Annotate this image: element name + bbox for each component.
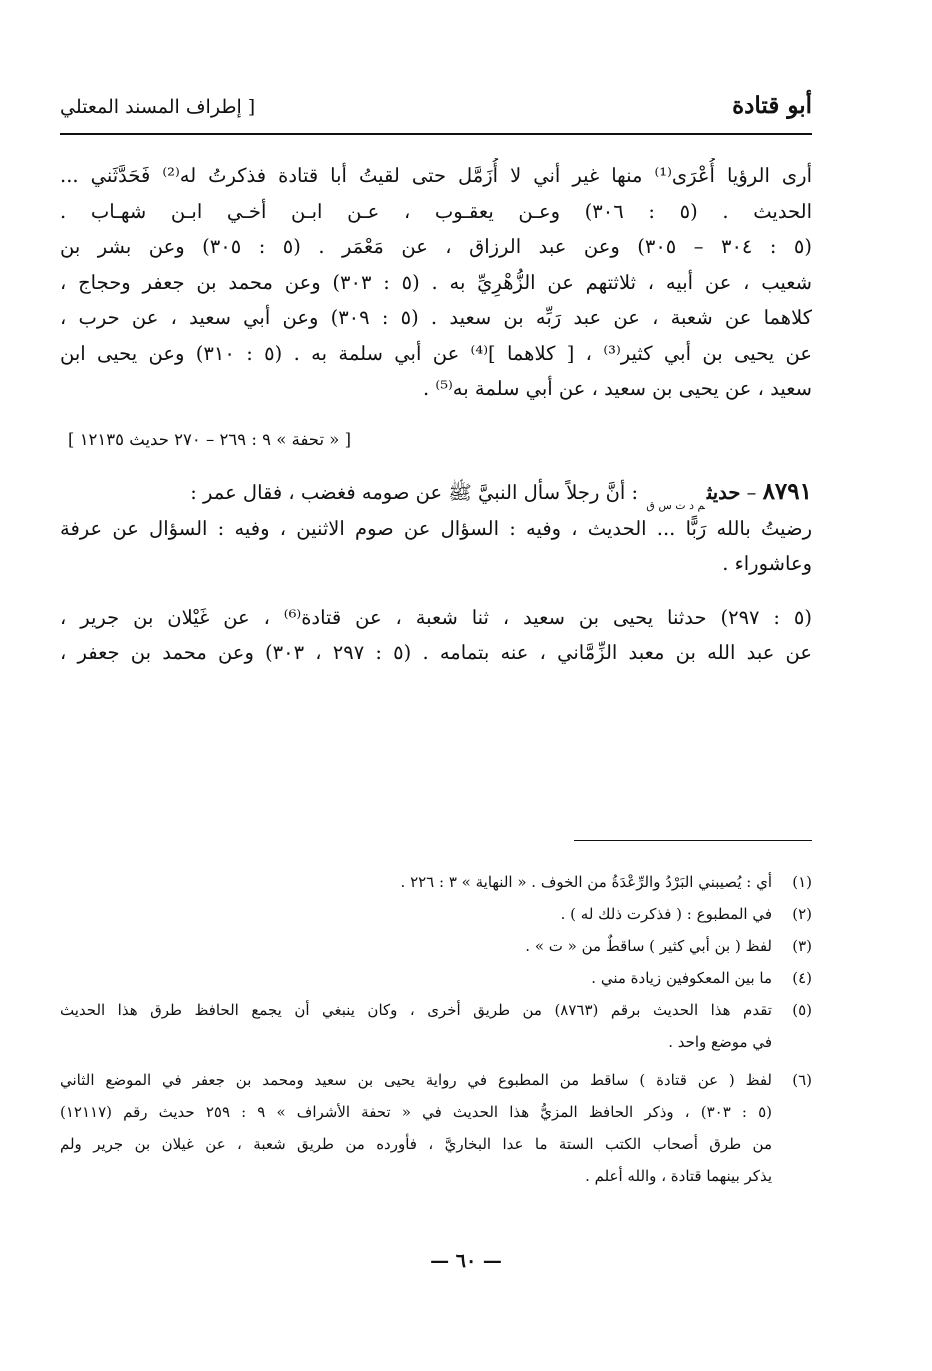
- text-line: كلاهما عن شعبة ، عن عبد رَبِّه بن سعيد . (٥ : ٣٠٩) وعن أبي سعيد ، عن حرب ،: [60, 306, 812, 329]
- running-header: [60, 92, 812, 132]
- text-line: شعيب ، عن أبيه ، ثلاثتهم عن الزُّهْرِيِّ به . (٥ : ٣٠٣) وعن محمد بن جعفر وحجاج ،: [60, 270, 812, 294]
- spacer: [60, 582, 812, 600]
- footnote-line: يذكر بينهما قتادة ، والله أعلم .: [585, 1167, 772, 1185]
- isnad-line: عن عبد الله بن معبد الزِّمَّاني ، عنه بتمامه . (٥ : ٢٩٧ ، ٣٠٣) وعن محمد بن جعفر ،: [60, 641, 812, 664]
- footnote-line: من طرق أصحاب الكتب الستة ما عدا البخاريَّ ، فأورده من طريق شعبة ، عن غيلان بن جرير ولم: [60, 1135, 772, 1153]
- footnote: [60, 994, 812, 1058]
- footnote-number: (٦): [792, 1071, 812, 1089]
- footnote-line: (٥ : ٣٠٣) ، وذكر الحافظ المزيُّ هذا الحديث في « تحفة الأشراف » ٩ : ٢٥٩ حديث رقم (١٢١١٧): [60, 1103, 772, 1121]
- spacer: [60, 407, 812, 425]
- footnote: [60, 1064, 812, 1192]
- main-text: [60, 158, 812, 671]
- footnote: [60, 898, 812, 930]
- footnote-rule: [574, 840, 812, 841]
- footnote-line: لفظ ( بن أبي كثير ) ساقطٌ من « ت » .: [525, 937, 772, 955]
- footnote: [60, 866, 812, 898]
- footnote-line: لفظ ( عن قتادة ) ساقط من المطبوع في رواية يحيى بن سعيد ومحمد بن جعفر في الموضع الثاني: [60, 1071, 772, 1089]
- text-line: الحديث . (٥ : ٣٠٦) وعـن يعقـوب ، عـن ابـن أخـي ابـن شهـاب .: [60, 199, 812, 223]
- chapter-title: أبو قتادة: [732, 92, 812, 119]
- hadith-label: حديث: [706, 480, 741, 504]
- text-line: أرى الرؤيا أُعْرَى⁽¹⁾ منها غير أني لا أُزَمَّل حتى لقيتُ أبا قتادة فذكرتُ له⁽²⁾ فَحَدَّثَني ...: [60, 164, 812, 187]
- hadith-number: ٨٧٩١: [762, 477, 812, 505]
- footnote-line: في موضع واحد .: [668, 1033, 772, 1051]
- hadith-heading: ٨٧٩١ – حديث$_{م د ت س ق}$ : أنَّ رجلاً سأل النبيَّ ﷺ عن صومه فغضب ، فقال عمر :: [190, 477, 812, 512]
- spacer: [60, 455, 812, 473]
- footnote-number: (٤): [792, 969, 812, 987]
- page-number: — ٦٠ —: [430, 1250, 502, 1272]
- footnote-number: (١): [792, 873, 812, 891]
- footnote-number: (٢): [792, 905, 812, 923]
- hadith-text-line: وعاشوراء .: [722, 552, 812, 575]
- footnote-line: تقدم هذا الحديث برقم (٨٧٦٣) من طريق أخرى ، وكان ينبغي أن يجمع الحافظ طرق هذا الحديث: [60, 1001, 772, 1019]
- header-rule: [60, 133, 812, 135]
- footnote-line: في المطبوع : ( فذكرت ذلك له ) .: [560, 905, 772, 923]
- footnotes: [60, 866, 812, 1192]
- text-line: سعيد ، عن يحيى بن سعيد ، عن أبي سلمة به⁽⁵⁾ .: [423, 377, 812, 400]
- isnad-line: (٥ : ٢٩٧) حدثنا يحيى بن سعيد ، ثنا شعبة ، عن قتادة⁽⁶⁾ ، عن غَيْلان بن جرير ،: [60, 605, 812, 629]
- hadith-first-line: : أنَّ رجلاً سأل النبيَّ ﷺ عن صومه فغضب ، فقال عمر :: [190, 480, 639, 504]
- footnote: [60, 962, 812, 994]
- footnote-line: أي : يُصيبني البَرْدُ والرِّعْدَةُ من الخوف . « النهاية » ٣ : ٢٢٦ .: [400, 873, 772, 891]
- text-line: عن يحيى بن أبي كثير⁽³⁾ ، [ كلاهما ]⁽⁴⁾ عن أبي سلمة به . (٥ : ٣١٠) وعن يحيى ابن: [60, 341, 812, 365]
- book-title: [ إطراف المسند المعتلي: [60, 96, 256, 118]
- footnote-number: (٥): [792, 1001, 812, 1019]
- footnote: [60, 930, 812, 962]
- hadith-text-line: رضيتُ بالله رَبًّا ... الحديث ، وفيه : السؤال عن صوم الاثنين ، وفيه : السؤال عن عرفة: [60, 516, 812, 540]
- text-line: (٥ : ٣٠٤ – ٣٠٥) وعن عبد الرزاق ، عن مَعْمَر . (٥ : ٣٠٥) وعن بشر بن: [60, 235, 812, 258]
- footnote-line: ما بين المعكوفين زيادة مني .: [591, 969, 772, 987]
- tuhfa-reference: [ « تحفة » ٩ : ٢٦٩ – ٢٧٠ حديث ١٢١٣٥ ]: [68, 429, 352, 449]
- hadith-sigla: م د ت س ق: [646, 498, 705, 512]
- footnote-number: (٣): [792, 937, 812, 955]
